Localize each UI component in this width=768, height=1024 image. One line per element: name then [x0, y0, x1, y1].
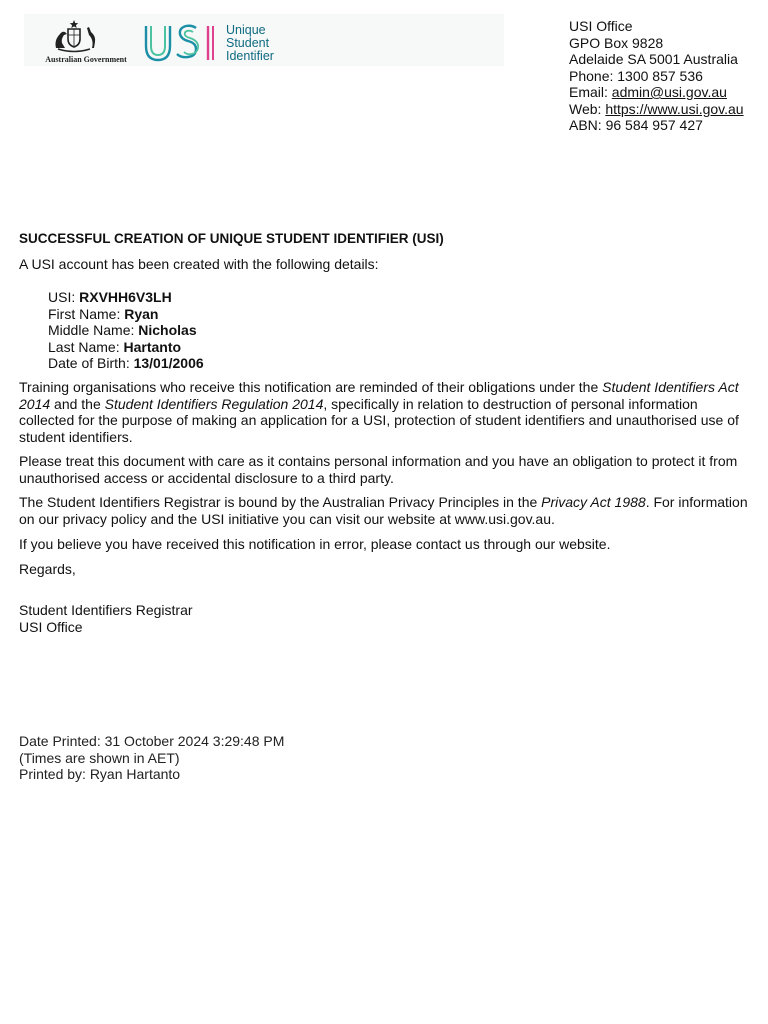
usi-logo-words: [226, 24, 274, 63]
detail-label: Middle Name:: [48, 322, 135, 338]
obligations-paragraph: [19, 379, 754, 445]
para1-text-2: and the: [50, 395, 105, 412]
times-note: (Times are shown in AET): [19, 749, 180, 766]
date-printed: Date Printed: 31 October 2024 3:29:48 PM: [19, 733, 285, 749]
detail-first-name: [48, 306, 204, 323]
phone-value: 1300 857 536: [617, 67, 703, 84]
signoff-registrar: Student Identifiers Registrar: [19, 602, 193, 618]
usi-letters-icon: [142, 22, 222, 64]
email-link[interactable]: admin@usi.gov.au: [611, 84, 727, 100]
para1-text-1: Training organisations who receive this notification are reminded of their obligations under the: [19, 379, 603, 395]
abn-label: ABN:: [569, 117, 602, 133]
usi-word-identifier: Identifier: [226, 49, 274, 63]
usi-word-student: Student: [226, 36, 270, 50]
intro-text: A USI account has been created with the following details:: [19, 256, 379, 272]
detail-value: Hartanto: [123, 338, 182, 355]
error-paragraph: If you believe you have received this notification in error, please contact us through our website.: [19, 536, 611, 552]
office-name: USI Office: [569, 18, 633, 34]
regulation-title: Student Identifiers Regulation 2014: [104, 395, 324, 412]
australian-government-logo: [44, 18, 128, 66]
web-link[interactable]: https://www.usi.gov.au: [605, 100, 744, 117]
office-city: Adelaide SA 5001 Australia: [569, 51, 738, 67]
usi-details: [48, 289, 204, 372]
detail-date-of-birth: [48, 355, 204, 372]
privacy-paragraph: [19, 494, 754, 527]
office-abn: [569, 117, 744, 134]
web-label: Web:: [569, 100, 602, 117]
phone-label: Phone:: [569, 67, 614, 84]
regards: Regards,: [19, 561, 76, 577]
print-footer: [19, 733, 284, 783]
privacy-act-title: Privacy Act 1988: [541, 494, 646, 510]
usi-word-unique: Unique: [226, 23, 266, 37]
office-email: [569, 84, 744, 101]
act-title: Student Identifiers Act 2014: [19, 379, 739, 412]
detail-label: Last Name:: [48, 338, 120, 355]
document-title: SUCCESSFUL CREATION OF UNIQUE STUDENT IDENTIFIER (USI): [19, 231, 444, 246]
para3-text-2: . For information on our privacy policy and the USI initiative you can visit our website at www.usi.gov.au.: [19, 494, 748, 527]
government-name: Australian Government: [45, 55, 127, 64]
office-po-box: GPO Box 9828: [569, 34, 664, 51]
abn-value: 96 584 957 427: [605, 117, 703, 133]
detail-value: RXVHH6V3LH: [79, 289, 172, 305]
detail-value: 13/01/2006: [133, 355, 204, 371]
detail-label: Date of Birth:: [48, 355, 130, 371]
detail-label: USI:: [48, 289, 76, 305]
office-phone: [569, 68, 744, 85]
detail-label: First Name:: [48, 305, 121, 322]
printed-by: Printed by: Ryan Hartanto: [19, 766, 181, 782]
email-label: Email:: [569, 84, 608, 100]
detail-value: Nicholas: [138, 322, 197, 338]
detail-last-name: [48, 339, 204, 356]
signoff-office: USI Office: [19, 618, 83, 635]
para1-text-3: , specifically in relation to destruction of personal information collected for the purpose of making an application for a USI, protection of student identifiers and unauthorised use of student identifiers.: [19, 395, 739, 445]
signoff: [19, 602, 193, 635]
detail-middle-name: [48, 322, 204, 339]
coat-of-arms-icon: [44, 18, 128, 54]
office-address: [569, 18, 744, 134]
usi-logo: [142, 22, 222, 64]
care-paragraph: Please treat this document with care as it contains personal information and you have an obligation to protect it from unauthorised access or accidental disclosure to a third party.: [19, 453, 738, 486]
detail-value: Ryan: [124, 305, 159, 322]
detail-usi: [48, 289, 204, 306]
office-web: [569, 101, 744, 118]
para3-text-1: The Student Identifiers Registrar is bound by the Australian Privacy Principles in the: [19, 494, 542, 510]
